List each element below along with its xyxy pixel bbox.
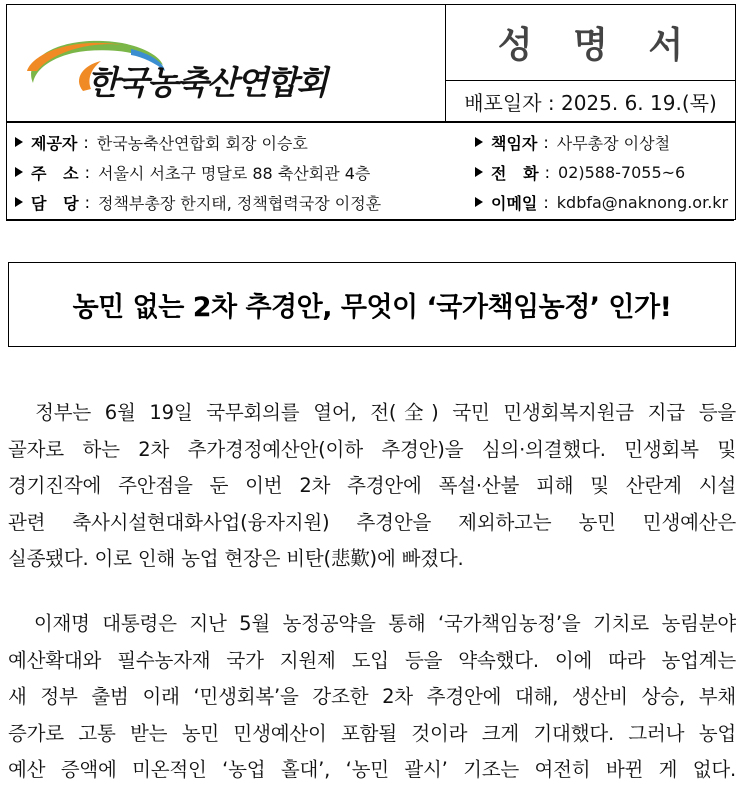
info-key: 이메일 xyxy=(491,193,538,213)
body-line: 이재명 대통령은 지난 5월 농정공약을 통해 ‘국가책임농정’을 기치로 농림분야 xyxy=(8,612,736,635)
info-manager: 책임자 : 사무총장 이상철 xyxy=(475,127,670,157)
body-line: 관련 축사시설현대화사업(융자지원) 추경안을 제외하고는 농민 민생예산은 xyxy=(8,510,736,534)
triangle-bullet-icon xyxy=(475,167,483,177)
info-value: 사무총장 이상철 xyxy=(556,133,671,153)
info-key: 제공자 xyxy=(31,133,78,153)
doc-title: 성 명 서 xyxy=(497,25,698,66)
body-line: 증가로 고통 받는 농민 민생예산이 포함될 것이라 크게 기대했다. 그러나 농업 xyxy=(8,721,736,745)
body-line: 새 정부 출범 이래 ‘민생회복’을 강조한 2차 추경안에 대해, 생산비 상승, 부채 xyxy=(8,685,736,708)
info-value: 정책부총장 한지태, 정책협력국장 이정훈 xyxy=(98,193,382,213)
body-line: 예산확대와 필수농자재 국가 지원제 도입 등을 약속했다. 이에 따라 농업계는 xyxy=(8,648,736,672)
body-line: 골자로 하는 2차 추가경정예산안(이하 추경안)을 심의·의결했다. 민생회복 및 xyxy=(8,437,736,461)
info-key: 전 화 xyxy=(491,163,539,183)
triangle-bullet-icon xyxy=(15,137,23,147)
info-provider: 제공자 : 한국농축산연합회 회장 이승호 xyxy=(15,127,308,157)
triangle-bullet-icon xyxy=(15,197,23,207)
body-paragraph-1 xyxy=(8,395,736,578)
body-line: 정부는 6월 19일 국무회의를 열어, 전(全) 국민 민생회복지원금 지급 등을 xyxy=(8,401,736,424)
info-value: 02)588-7055~6 xyxy=(558,162,686,182)
body-line: 예산 증액에 미온적인 ‘농업 홀대’, ‘농민 괄시’ 기조는 여전히 바뀐 게 없다. xyxy=(8,758,736,781)
date-cell xyxy=(446,81,735,122)
triangle-bullet-icon xyxy=(475,197,483,207)
header-divider xyxy=(6,220,734,221)
info-value: 서울시 서초구 명달로 88 축산회관 4층 xyxy=(98,163,371,183)
triangle-bullet-icon xyxy=(15,167,23,177)
info-key: 책임자 xyxy=(491,133,538,153)
header-top-row xyxy=(6,4,736,122)
press-release-header xyxy=(6,4,736,220)
info-key: 주 소 xyxy=(31,163,79,183)
info-email: 이메일 : kdbfa@naknong.or.kr xyxy=(475,187,728,217)
org-logo-text: 한국농축산연합회 xyxy=(87,63,327,102)
contact-info-block xyxy=(6,121,736,220)
release-date: 배포일자 : 2025. 6. 19.(목) xyxy=(464,91,717,115)
info-contact-person: 담 당 : 정책부총장 한지태, 정책협력국장 이정훈 xyxy=(15,187,381,217)
logo-cell xyxy=(7,5,446,122)
info-value: kdbfa@naknong.or.kr xyxy=(556,192,729,212)
info-address: 주 소 : 서울시 서초구 명달로 88 축산회관 4층 xyxy=(15,157,370,187)
doc-title-cell xyxy=(446,5,735,81)
info-value: 한국농축산연합회 회장 이승호 xyxy=(96,133,308,153)
body-paragraph-2 xyxy=(8,606,736,789)
body-line: 경기진작에 주안점을 둔 이번 2차 추경안에 폭설·산불 피해 및 산란계 시설 xyxy=(8,474,736,497)
headline: 농민 없는 2차 추경안, 무엇이 ‘국가책임농정’ 인가! xyxy=(72,292,672,323)
info-phone: 전 화 : 02)588-7055~6 xyxy=(475,157,685,187)
headline-box xyxy=(8,262,736,347)
body-line: 실종됐다. 이로 인해 농업 현장은 비탄(悲歎)에 빠졌다. xyxy=(8,547,464,570)
triangle-bullet-icon xyxy=(475,137,483,147)
info-key: 담 당 xyxy=(31,193,79,213)
